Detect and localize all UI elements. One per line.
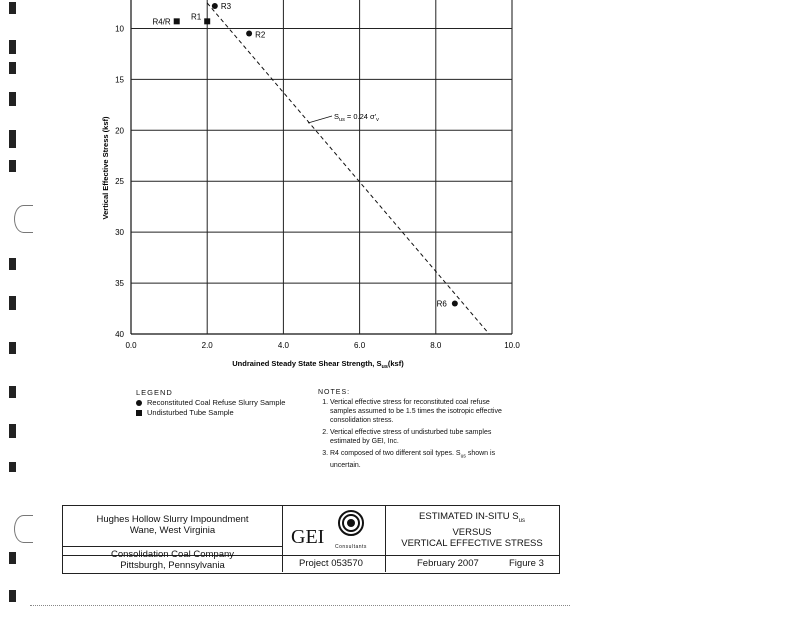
- client: Consolidation Coal Company Pittsburgh, Pennsylvania: [110, 549, 235, 571]
- x-tick-label: 10.0: [504, 341, 520, 350]
- y-tick-label: 30: [115, 228, 124, 238]
- date: February 2007: [417, 558, 479, 569]
- title-block: [62, 505, 560, 574]
- y-tick-label: 35: [115, 279, 124, 289]
- notes: [318, 388, 508, 473]
- y-tick-label: 20: [115, 126, 124, 136]
- note-3: 3. R4 composed of two different soil types. $S_{us}$ shown is uncertain.: [330, 449, 508, 470]
- trendline-equation: $S_{us} = 0.24$ $\sigma'_v$: [334, 112, 379, 123]
- note-2: 2. Vertical effective stress of undisturbed tube samples estimated by GEI, Inc.: [330, 428, 508, 446]
- figure-number: Figure 3: [509, 558, 544, 569]
- chart-ticks: [115, 24, 520, 350]
- y-tick-label: 15: [115, 75, 124, 85]
- y-tick-label: 40: [115, 330, 124, 339]
- notes-title: NOTES:: [318, 389, 351, 396]
- trendline: [207, 3, 489, 334]
- scan-edge: [30, 605, 570, 606]
- x-tick-label: 6.0: [354, 341, 366, 350]
- figure-title: ESTIMATED IN-SITU $S_{us}$ VERSUS VERTICAL EFFECTIVE STRESS: [401, 511, 543, 549]
- x-tick-label: 2.0: [201, 341, 213, 350]
- data-point-square: [204, 18, 210, 24]
- data-point-label: R1: [190, 12, 202, 22]
- data-point-label: R6: [436, 299, 447, 309]
- gei-logo-sub: Consultants: [335, 544, 367, 550]
- data-point-circle: [246, 31, 252, 37]
- data-point-label: R2: [255, 30, 266, 40]
- legend-item-tube: Undisturbed Tube Sample: [136, 408, 285, 418]
- x-tick-label: 0.0: [125, 341, 137, 350]
- data-point-circle: [452, 300, 458, 306]
- data-point-circle: [212, 3, 218, 9]
- square-marker-icon: [136, 410, 142, 416]
- circle-marker-icon: [136, 400, 142, 406]
- data-point-label: R4/R: [152, 17, 171, 27]
- y-tick-label: 25: [115, 177, 124, 187]
- gei-swirl-logo-icon: [333, 509, 373, 539]
- data-point-label: R3: [220, 2, 232, 12]
- y-axis-label: Vertical Effective Stress (ksf): [101, 116, 110, 220]
- trendline-leader: [308, 116, 332, 123]
- data-point-square: [174, 18, 180, 24]
- chart-grid: [131, 0, 512, 334]
- y-tick-label: 10: [115, 24, 124, 34]
- note-1: 1. Vertical effective stress for reconstituted coal refuse samples assumed to be 1.5 times the isotropic effective consolidation stress.: [330, 398, 508, 425]
- project-name: Hughes Hollow Slurry Impoundment Wane, West Virginia: [96, 514, 249, 536]
- gei-logo-text: GEI: [291, 526, 325, 548]
- x-tick-label: 4.0: [277, 341, 289, 350]
- project-number: Project 053570: [299, 558, 363, 569]
- chart-points: [152, 2, 457, 308]
- x-tick-label: 8.0: [430, 341, 442, 350]
- legend-item-reconstituted: Reconstituted Coal Refuse Slurry Sample: [136, 398, 285, 408]
- trendline-label: [308, 112, 379, 123]
- legend: [136, 388, 285, 418]
- x-axis-label: Undrained Steady State Shear Strength, $S_{us}(ksf)$: [232, 359, 404, 370]
- legend-title: LEGEND: [136, 388, 173, 397]
